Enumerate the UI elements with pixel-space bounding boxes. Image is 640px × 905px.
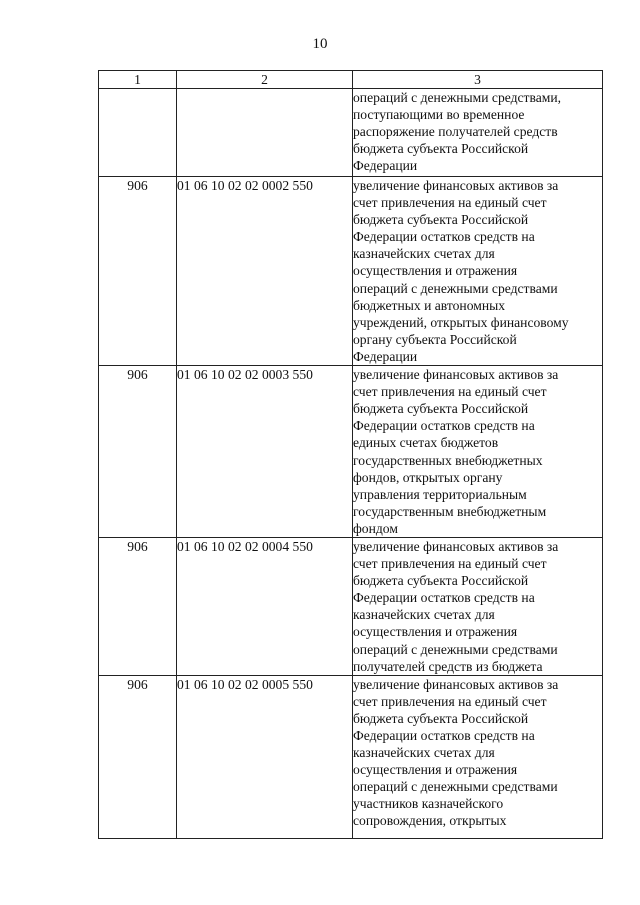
- description-line: увеличение финансовых активов за: [353, 367, 559, 383]
- description-line: увеличение финансовых активов за: [353, 676, 559, 692]
- table-row: [99, 177, 603, 366]
- description-cell: [353, 366, 603, 538]
- admin-code-cell: 906: [99, 537, 177, 675]
- description-line: бюджета субъекта Российской: [353, 401, 529, 417]
- description-line: осуществления и отражения: [353, 624, 518, 640]
- description-line: счет привлечения на единый счет: [353, 195, 547, 211]
- budget-code-cell: 01 06 10 02 02 0002 550: [177, 177, 353, 366]
- table-header-row: [99, 71, 603, 89]
- table-row: [99, 675, 603, 838]
- description-line: счет привлечения на единый счет: [353, 693, 547, 709]
- description-line: поступающими во временное: [353, 107, 525, 123]
- description-line: увеличение финансовых активов за: [353, 178, 559, 193]
- budget-code-cell: 01 06 10 02 02 0004 550: [177, 537, 353, 675]
- description-line: управления территориальным: [353, 486, 527, 502]
- description-line: получателей средств из бюджета: [353, 658, 543, 674]
- table-row: [99, 366, 603, 538]
- description-line: счет привлечения на единый счет: [353, 556, 547, 572]
- description-line: бюджета субъекта Российской: [353, 710, 529, 726]
- description-line: Федерации: [353, 348, 418, 364]
- description-line: операций с денежными средствами: [353, 641, 558, 657]
- description-line: Федерации: [353, 158, 418, 174]
- description-line: казначейских счетах для: [353, 246, 495, 262]
- admin-code-cell: 906: [99, 675, 177, 838]
- page-number: 10: [312, 36, 328, 52]
- description-line: участников казначейского: [353, 796, 504, 812]
- description-line: бюджетных и автономных: [353, 297, 506, 313]
- description-line: бюджета субъекта Российской: [353, 573, 529, 589]
- budget-code-cell: [177, 89, 353, 177]
- description-line: единых счетах бюджетов: [353, 435, 499, 451]
- table-row: [99, 537, 603, 675]
- column-header-2: 2: [177, 71, 353, 89]
- description-line: казначейских счетах для: [353, 745, 495, 761]
- description-line: органу субъекта Российской: [353, 331, 517, 347]
- description-line: увеличение финансовых активов за: [353, 538, 559, 554]
- description-cell: [353, 89, 603, 177]
- description-line: бюджета субъекта Российской: [353, 212, 529, 228]
- budget-code-cell: 01 06 10 02 02 0003 550: [177, 366, 353, 538]
- description-line: Федерации остатков средств на: [353, 418, 535, 434]
- description-line: осуществления и отражения: [353, 762, 518, 778]
- column-header-1: 1: [99, 71, 177, 89]
- description-line: фондов, открытых органу: [353, 469, 503, 485]
- classification-table: [98, 70, 603, 839]
- admin-code-cell: [99, 89, 177, 177]
- admin-code-cell: 906: [99, 177, 177, 366]
- description-line: фондом: [353, 520, 398, 536]
- description-line: распоряжение получателей средств: [353, 124, 558, 140]
- description-line: государственных внебюджетных: [353, 452, 543, 468]
- description-cell: [353, 177, 603, 366]
- description-line: осуществления и отражения: [353, 263, 518, 279]
- description-line: операций с денежными средствами: [353, 779, 558, 795]
- table-row: [99, 89, 603, 177]
- admin-code-cell: 906: [99, 366, 177, 538]
- description-cell: [353, 537, 603, 675]
- description-line: бюджета субъекта Российской: [353, 141, 529, 157]
- description-line: государственным внебюджетным: [353, 503, 547, 519]
- description-cell: [353, 675, 603, 838]
- description-line: счет привлечения на единый счет: [353, 384, 547, 400]
- description-line: Федерации остатков средств на: [353, 229, 535, 245]
- description-line: Федерации остатков средств на: [353, 728, 535, 743]
- description-line: операций с денежными средствами: [353, 280, 558, 296]
- description-line: сопровождения, открытых: [353, 813, 507, 829]
- description-line: учреждений, открытых финансовому: [353, 314, 569, 330]
- budget-code-cell: 01 06 10 02 02 0005 550: [177, 675, 353, 838]
- description-line: операций с денежными средствами,: [353, 90, 562, 105]
- description-line: казначейских счетах для: [353, 607, 495, 623]
- column-header-3: 3: [353, 71, 603, 89]
- description-line: Федерации остатков средств на: [353, 590, 535, 606]
